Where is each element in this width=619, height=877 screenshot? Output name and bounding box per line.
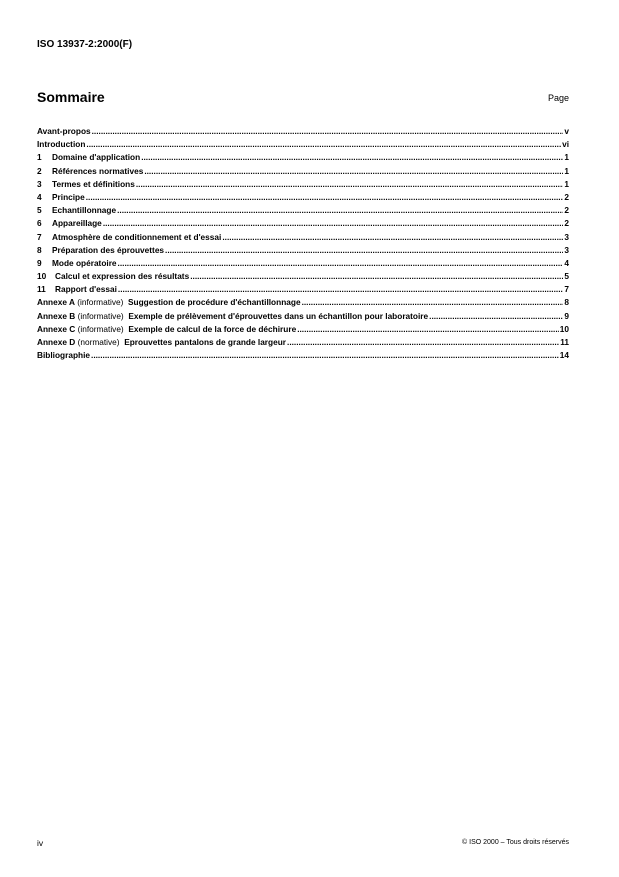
- toc-entry-label: Mode opératoire: [52, 257, 117, 268]
- toc-entry-number: 7: [37, 231, 42, 242]
- toc-entry-label: Rapport d'essai: [55, 284, 117, 295]
- toc-entry-label: Echantillonnage: [52, 205, 117, 216]
- toc-entry-section-5[interactable]: [37, 204, 569, 217]
- toc-entry-label: Atmosphère de conditionnement et d'essai: [52, 231, 222, 242]
- toc-entry-page: 1: [564, 152, 569, 163]
- toc-entry-section-11[interactable]: [37, 283, 569, 296]
- annex-title: Exemple de prélèvement d'éprouvettes dans un échantillon pour laboratoire: [128, 310, 429, 321]
- toc-entry-annex-a[interactable]: [37, 296, 569, 309]
- toc-entry-section-2[interactable]: [37, 165, 569, 178]
- toc-entry-page: 9: [564, 310, 569, 321]
- toc-entry-page: 8: [564, 297, 569, 308]
- toc-entry-page: 10: [559, 323, 569, 334]
- toc-leader-dots: [302, 296, 564, 309]
- toc-list: [37, 125, 569, 362]
- toc-leader-dots: [222, 231, 563, 244]
- toc-entry-introduction[interactable]: [37, 138, 569, 151]
- toc-entry-label: Calcul et expression des résultats: [55, 271, 190, 282]
- annex-number: Annexe B: [37, 310, 76, 321]
- toc-leader-dots: [165, 244, 563, 257]
- toc-entry-bibliographie[interactable]: [37, 349, 569, 362]
- toc-entry-section-3[interactable]: [37, 178, 569, 191]
- toc-entry-section-7[interactable]: [37, 231, 569, 244]
- annex-number: Annexe A: [37, 297, 75, 308]
- toc-entry-annex-c[interactable]: [37, 323, 569, 336]
- toc-title: Sommaire: [37, 89, 105, 105]
- page-number: iv: [37, 838, 44, 848]
- toc-entry-number: 1: [37, 152, 42, 163]
- toc-entry-section-4[interactable]: [37, 191, 569, 204]
- toc-entry-page: vi: [562, 139, 569, 150]
- toc-entry-number: 5: [37, 205, 42, 216]
- toc-entry-label: [37, 296, 301, 309]
- toc-entry-number: 6: [37, 218, 42, 229]
- toc-entry-page: 5: [564, 271, 569, 282]
- toc-entry-label: [37, 310, 428, 323]
- toc-entry-page: 2: [564, 218, 569, 229]
- document-id: ISO 13937-2:2000(F): [37, 39, 133, 50]
- toc-entry-number: 11: [37, 284, 46, 295]
- toc-entry-page: 4: [564, 257, 569, 268]
- toc-entry-page: 2: [564, 205, 569, 216]
- toc-entry-annex-b[interactable]: [37, 310, 569, 323]
- toc-page-column-label: Page: [547, 93, 569, 103]
- toc-leader-dots: [141, 151, 563, 164]
- toc-leader-dots: [287, 336, 559, 349]
- toc-leader-dots: [297, 323, 559, 336]
- toc-leader-dots: [190, 270, 563, 283]
- annex-number: Annexe C: [37, 323, 76, 334]
- copyright-notice: © ISO 2000 – Tous droits réservés: [462, 839, 569, 846]
- toc-leader-dots: [118, 257, 564, 270]
- toc-leader-dots: [86, 138, 561, 151]
- toc-entry-label: Préparation des éprouvettes: [52, 244, 165, 255]
- toc-entry-page: 1: [564, 178, 569, 189]
- toc-leader-dots: [144, 165, 563, 178]
- toc-entry-page: 3: [564, 231, 569, 242]
- toc-entry-label: Principe: [52, 191, 85, 202]
- toc-entry-number: 4: [37, 191, 42, 202]
- toc-entry-label: Avant-propos: [37, 126, 91, 136]
- toc-entry-section-1[interactable]: [37, 151, 569, 164]
- toc-entry-label: Introduction: [37, 139, 86, 150]
- toc-leader-dots: [429, 310, 563, 323]
- toc-entry-page: 1: [564, 165, 569, 176]
- toc-entry-label: Termes et définitions: [52, 178, 135, 189]
- toc-leader-dots: [92, 125, 564, 138]
- toc-leader-dots: [117, 204, 563, 217]
- toc-entry-number: 8: [37, 244, 42, 255]
- toc-leader-dots: [91, 349, 559, 362]
- annex-type: (informative): [77, 297, 124, 308]
- annex-type: (informative): [77, 310, 124, 321]
- toc-entry-section-6[interactable]: [37, 217, 569, 230]
- toc-entry-section-9[interactable]: [37, 257, 569, 270]
- toc-leader-dots: [118, 283, 563, 296]
- toc-entry-section-10[interactable]: [37, 270, 569, 283]
- toc-entry-avant-propos[interactable]: [37, 125, 569, 138]
- toc-entry-label: Bibliographie: [37, 350, 91, 361]
- toc-entry-page: 2: [564, 191, 569, 202]
- toc-entry-section-8[interactable]: [37, 244, 569, 257]
- toc-entry-annex-d[interactable]: [37, 336, 569, 349]
- toc-entry-page: 11: [560, 337, 569, 347]
- annex-title: Suggestion de procédure d'échantillonnage: [128, 297, 301, 308]
- toc-entry-number: 3: [37, 178, 42, 189]
- toc-entry-page: 7: [564, 284, 569, 295]
- toc-entry-label: [37, 323, 296, 336]
- toc-entry-number: 10: [37, 271, 47, 282]
- annex-number: Annexe D: [37, 337, 76, 347]
- annex-type: (informative): [77, 323, 124, 334]
- toc-leader-dots: [103, 217, 564, 230]
- toc-entry-page: 3: [564, 244, 569, 255]
- toc-entry-label: Références normatives: [52, 165, 144, 176]
- toc-leader-dots: [136, 178, 564, 191]
- toc-entry-label: [37, 336, 286, 349]
- annex-type: (normative): [77, 337, 120, 347]
- toc-entry-page: 14: [559, 350, 569, 361]
- annex-title: Exemple de calcul de la force de déchirure: [128, 323, 297, 334]
- annex-title: Eprouvettes pantalons de grande largeur: [124, 337, 287, 347]
- toc-entry-number: 2: [37, 165, 42, 176]
- toc-entry-number: 9: [37, 257, 42, 268]
- toc-leader-dots: [86, 191, 564, 204]
- toc-entry-page: v: [564, 126, 569, 136]
- toc-entry-label: Appareillage: [52, 218, 102, 229]
- toc-entry-label: Domaine d'application: [52, 152, 141, 163]
